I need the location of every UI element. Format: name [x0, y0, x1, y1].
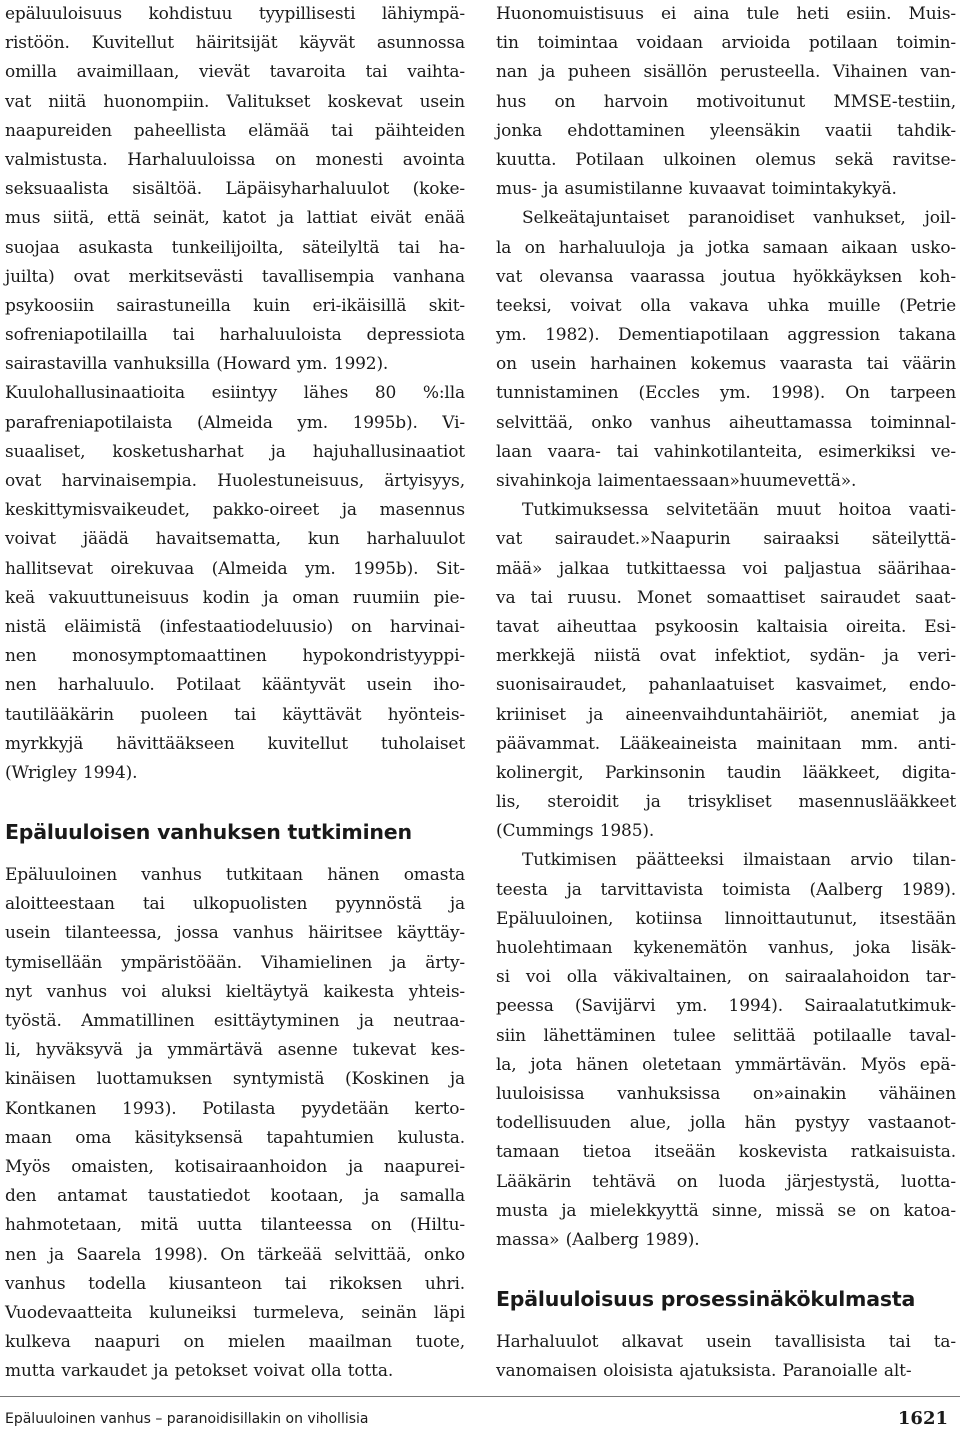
text-line: tamaan tietoa itseään koskevista ratkaisuista. [496, 1142, 956, 1163]
text-line: myrkkyjä hävittääkseen kuvitellut tuholaiset [5, 733, 465, 754]
text-line: vat sairaudet.»Naapurin sairaaksi säteilyttä- [496, 529, 956, 550]
paragraph [496, 496, 956, 846]
text-line: todellisuuden alue, jolla hän pystyy vastaanot- [496, 1113, 956, 1134]
text-line: lis, steroidit ja trisykliset masennuslääkkeet [496, 792, 956, 813]
text-line: vanomaisen oloisista ajatuksista. Paranoialle alt- [496, 1361, 912, 1382]
text-line: hahmotetaan, mitä uutta tilanteessa on (Hiltu- [5, 1215, 465, 1236]
text-line: usein tilanteessa, jossa vanhus häiritsee käyttäy- [5, 923, 465, 944]
text-line: suaaliset, kosketusharhat ja hajuhallusinaatiot [5, 441, 465, 462]
paragraph [496, 1328, 956, 1386]
text-line: Kontkanen 1993). Potilasta pyydetään kerto- [5, 1098, 465, 1119]
text-line: suonisairaudet, pahanlaatuiset kasvaimet, endo- [496, 675, 956, 696]
text-line: tavat aiheuttaa psykoosin kaltaisia oireita. Esi- [496, 616, 956, 637]
text-line: Myös omaisten, kotisairaanhoidon ja naapurei- [5, 1156, 465, 1177]
page-footer [5, 1408, 948, 1430]
text-line: sairastavilla vanhuksilla (Howard ym. 1992). [5, 354, 389, 375]
text-line: va tai ruusu. Monet somaattiset sairaudet saat- [496, 587, 956, 608]
text-line: la, jota hänen oletetaan ymmärtävän. Myös epä- [496, 1054, 956, 1075]
text-line: huolehtimaan kykenemätön vanhus, joka lisäk- [496, 938, 956, 958]
text-line: teesta ja tarvittavista toimista (Aalberg 1989). [496, 879, 956, 900]
text-line: massa» (Aalberg 1989). [496, 1229, 700, 1250]
text-line: aloitteestaan tai ulkopuolisten pyynnöstä ja [5, 894, 465, 915]
text-line: laan vaara- tai vahinkotilanteita, esimerkiksi ve- [496, 441, 956, 462]
text-line: suojaa asukasta tunkeilijoilta, säteilyltä tai ha- [5, 237, 465, 258]
text-line: sofreniapotilailla tai harhaluuloista depressiota [5, 325, 465, 346]
running-title: Epäluuloinen vanhus – paranoidisillakin on vihollisia [5, 1411, 369, 1427]
text-line: nen monosymptomaattinen hypokondristyyppi- [5, 646, 465, 667]
text-line: mus- ja asumistilanne kuvaavat toimintakykyä. [496, 179, 897, 200]
text-line: (Cummings 1985). [496, 821, 655, 842]
text-line: vat olevansa vaarassa joutua hyökkäyksen koh- [496, 266, 956, 287]
right-column [496, 0, 956, 1386]
text-line: mutta varkaudet ja petokset voivat olla totta. [5, 1361, 394, 1382]
text-line: kriiniset ja aineenvaihduntahäiriöt, anemiat ja [496, 704, 956, 725]
text-line: si voi olla väkivaltainen, on sairaalahoidon tar- [496, 967, 956, 988]
text-line: ym. 1982). Dementiapotilaan aggression takana [496, 325, 956, 346]
text-line: työstä. Ammatillinen esittäytyminen ja neutraa- [5, 1011, 465, 1031]
text-line: nan ja puheen sisällön perusteella. Vihainen van- [496, 62, 956, 83]
text-line: psykoosiin sairastuneilla kuin eri-ikäisillä skit- [5, 295, 465, 316]
text-line: nen ja Saarela 1998). On tärkeää selvittää, onko [5, 1244, 465, 1265]
text-line: Selkeätajuntaiset paranoidiset vanhukset, joil- [522, 208, 956, 229]
text-line: Kuulohallusinaatioita esiintyy lähes 80 %:lla [5, 383, 465, 404]
text-line: mää» jalkaa tutkittaessa voi paljastua säärihaa- [496, 558, 956, 579]
text-line: seksuaalista sisältöä. Läpäisyharhaluulot (koke- [5, 179, 465, 200]
text-line: Vuodevaatteita kuluneiksi turmeleva, seinän läpi [5, 1302, 465, 1323]
text-line: juilta) ovat merkitsevästi tavallisempia vanhana [5, 266, 465, 287]
section-heading: Epäluuloisuus prosessinäkökulmasta [496, 1287, 916, 1312]
text-line: tautilääkärin puoleen tai käyttävät hyönteis- [5, 704, 465, 725]
text-line: sivahinkoja laimentaessaan»huumevettä». [496, 471, 857, 491]
text-line: ristöön. Kuvitellut häiritsijät käyvät asunnossa [5, 33, 465, 54]
text-line: on usein harhainen kokemus vaarasta tai väärin [496, 354, 956, 375]
text-line: ovat harvinaisempia. Huolestuneisuus, ärtyisyys, [5, 471, 465, 491]
page-number: 1621 [897, 1408, 948, 1429]
paragraph [5, 379, 465, 788]
text-line: kinäisen luottamuksen syntymistä (Koskinen ja [5, 1069, 465, 1090]
text-line: omilla avaimillaan, vievät tavaroita tai vaihta- [5, 62, 465, 83]
text-line: merkkejä niistä ovat infektiot, sydän- ja veri- [496, 646, 956, 667]
text-line: tymisellään ympäristöään. Vihamielinen ja ärty- [5, 952, 465, 973]
text-line: hus on harvoin motivoitunut MMSE-testiin, [496, 91, 956, 112]
paragraph [5, 0, 465, 379]
text-line: luuloisissa vanhuksissa on»ainakin vähäinen [496, 1083, 956, 1104]
text-line: (Wrigley 1994). [5, 762, 138, 783]
paragraph [496, 846, 956, 1255]
text-line: tunnistaminen (Eccles ym. 1998). On tarpeen [496, 383, 956, 404]
text-line: vat niitä huonompiin. Valitukset koskevat usein [5, 91, 465, 112]
text-line: Tutkimisen päätteeksi ilmaistaan arvio tilan- [522, 850, 956, 871]
text-line: teeksi, voivat olla vakava uhka muille (Petrie [496, 295, 956, 316]
text-line: nyt vanhus voi aluksi kieltäytyä kaikesta yhteis- [5, 981, 465, 1002]
text-line: voivat jäädä havaitsematta, kun harhaluulot [5, 529, 465, 550]
text-line: kuutta. Potilaan ulkoinen olemus sekä ravitse- [496, 149, 956, 170]
text-line: naapureiden paheellista elämää tai päihteiden [5, 120, 465, 141]
text-line: hallitsevat oirekuvaa (Almeida ym. 1995b). Sit- [5, 558, 465, 579]
left-column [5, 0, 465, 1386]
paragraph [496, 0, 956, 204]
text-line: Epäluuloinen vanhus tutkitaan hänen omasta [5, 865, 465, 886]
text-line: musta ja mielekkyyttä sinne, missä se on katoa- [496, 1200, 956, 1221]
paragraph [496, 204, 956, 496]
text-line: siin lähettäminen tulee selittää potilaalle taval- [496, 1025, 956, 1046]
text-line: la on harhaluuloja ja jotka samaan aikaan usko- [496, 237, 956, 258]
text-line: maan oma käsityksensä tapahtumien kulusta. [5, 1127, 465, 1148]
text-line: peessa (Savijärvi ym. 1994). Sairaalatutkimuk- [496, 996, 956, 1017]
text-line: jonka ehdottaminen yleensäkin vaatii tahdik- [496, 120, 956, 141]
text-line: li, hyväksyvä ja ymmärtävä asenne tukevat kes- [5, 1040, 465, 1061]
text-line: Epäluuloinen, kotiinsa linnoittautunut, itsestään [496, 908, 956, 929]
text-line: parafreniapotilaista (Almeida ym. 1995b). Vi- [5, 412, 465, 433]
text-line: nistä eläimistä (infestaatiodeluusio) on harvinai- [5, 616, 465, 637]
text-line: mus siitä, että seinät, katot ja lattiat eivät enää [5, 208, 465, 229]
section-heading: Epäluuloisen vanhuksen tutkiminen [5, 820, 412, 845]
text-line: Harhaluulot alkavat usein tavallisista tai ta- [496, 1332, 956, 1353]
text-line: kolinergit, Parkinsonin taudin lääkkeet, digita- [496, 762, 956, 783]
text-line: Lääkärin tehtävä on luoda järjestystä, luotta- [496, 1171, 956, 1192]
text-line: Tutkimuksessa selvitetään muut hoitoa vaati- [522, 500, 956, 521]
text-line: keskittymisvaikeudet, pakko-oireet ja masennus [5, 500, 465, 521]
text-line: Huonomuistisuus ei aina tule heti esiin. Muis- [496, 4, 956, 24]
text-line: valmistusta. Harhaluuloissa on monesti avointa [5, 149, 465, 170]
text-line: selvittää, onko vanhus aiheuttamassa toiminnal- [496, 412, 956, 433]
text-line: vanhus todella kiusanteon tai rikoksen uhri. [5, 1273, 465, 1294]
footer-rule [0, 1396, 960, 1397]
text-line: epäluuloisuus kohdistuu tyypillisesti lähiympä- [5, 4, 465, 24]
text-line: nen harhaluulo. Potilaat kääntyvät usein iho- [5, 675, 465, 696]
text-line: den antamat taustatiedot kootaan, ja samalla [5, 1186, 465, 1207]
text-line: päävammat. Lääkeaineista mainitaan mm. anti- [496, 733, 956, 754]
paragraph [5, 861, 465, 1386]
text-line: keä vakuuttuneisuus kodin ja oman ruumiin pie- [5, 587, 465, 608]
text-line: kulkeva naapuri on mielen maailman tuote, [5, 1332, 465, 1353]
text-line: tin toimintaa voidaan arvioida potilaan toimin- [496, 33, 956, 54]
